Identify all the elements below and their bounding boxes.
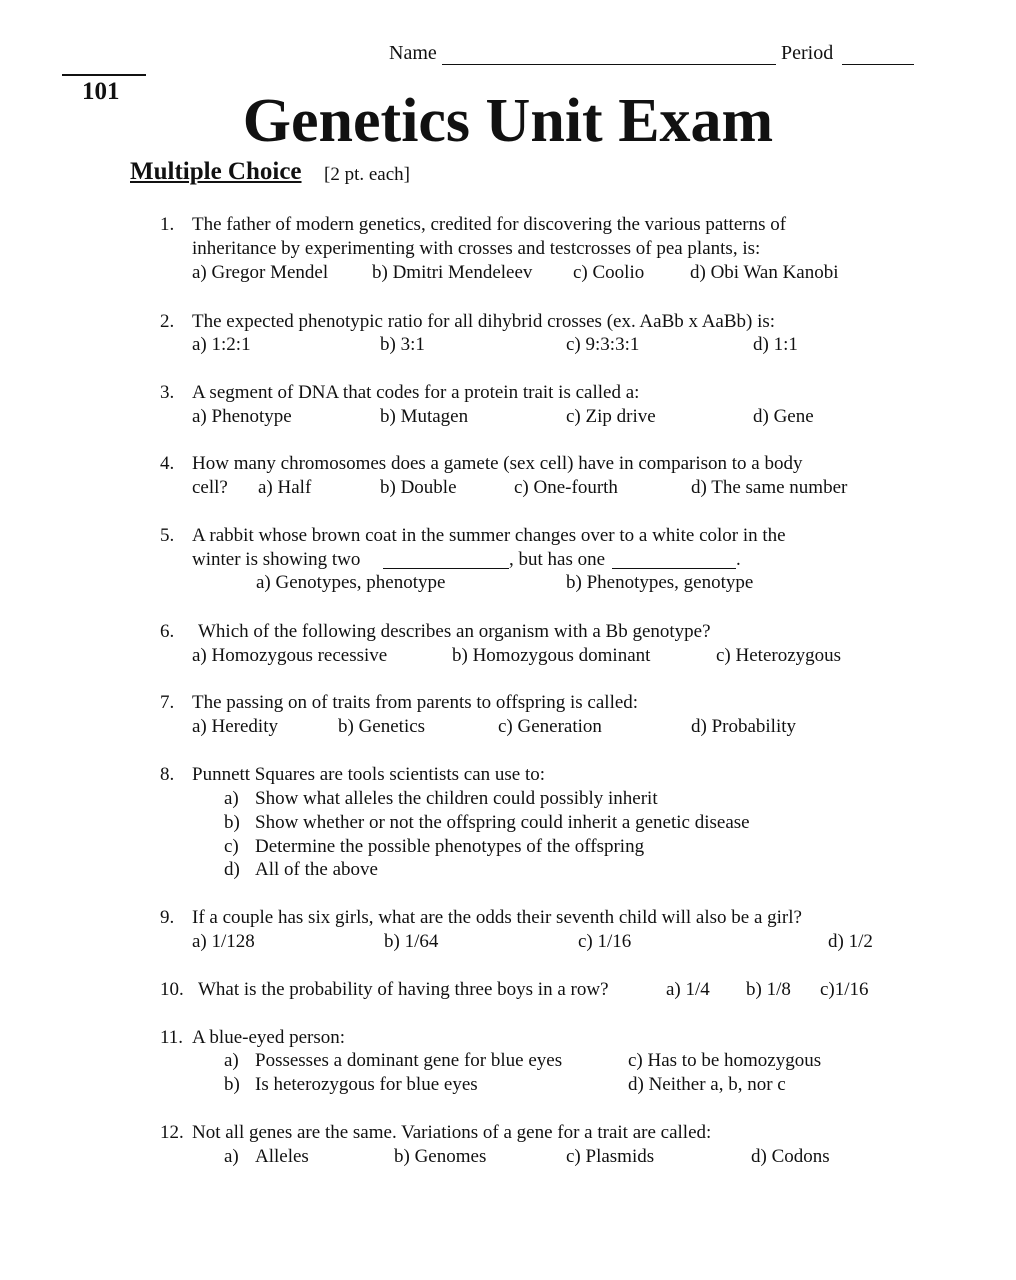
answer-option-b[interactable]: b) Double [380,477,457,498]
answer-option-c[interactable]: c)1/16 [820,979,869,1000]
question-number: 11. [160,1027,184,1048]
answer-option-b[interactable]: b) Homozygous dominant [452,645,651,666]
answer-letter: c) [224,836,239,857]
answer-option-a[interactable]: a) 1/128 [192,931,255,952]
question-text: The passing on of traits from parents to offspring is called: [192,692,639,713]
question-text: Which of the following describes an organism with a Bb genotype? [198,621,711,642]
answer-option-c[interactable]: Determine the possible phenotypes of the offspring [255,836,645,857]
question-text: If a couple has six girls, what are the odds their seventh child will also be a girl? [192,907,802,928]
question-text: A segment of DNA that codes for a protein trait is called a: [192,382,640,403]
question-text: Not all genes are the same. Variations of a gene for a trait are called: [192,1122,712,1143]
period-label: Period [781,42,834,64]
answer-option-b[interactable]: b) Mutagen [380,406,469,427]
question-text: The expected phenotypic ratio for all dihybrid crosses (ex. AaBb x AaBb) is: [192,311,776,332]
answer-option-c[interactable]: c) Heterozygous [716,645,842,666]
question-number: 3. [160,382,175,403]
answer-option-b[interactable]: b) 3:1 [380,334,425,355]
answer-option-d[interactable]: d) Neither a, b, nor c [628,1074,786,1095]
question-text: cell? [192,477,228,498]
question-text: How many chromosomes does a gamete (sex cell) have in comparison to a body [192,453,803,474]
name-field[interactable] [442,64,776,65]
answer-option-d[interactable]: d) 1:1 [753,334,798,355]
answer-option-c[interactable]: c) 1/16 [578,931,632,952]
answer-letter: d) [224,859,240,880]
answer-option-b[interactable]: b) Genetics [338,716,426,737]
answer-option-d[interactable]: d) Obi Wan Kanobi [690,262,839,283]
answer-letter: a) [224,788,239,809]
question-number: 12. [160,1122,184,1143]
period-field[interactable] [842,64,914,65]
question-number: 7. [160,692,175,713]
answer-option-a[interactable]: Possesses a dominant gene for blue eyes [255,1050,563,1071]
answer-option-d[interactable]: d) Gene [753,406,814,427]
answer-option-c[interactable]: c) 9:3:3:1 [566,334,640,355]
section-heading: Multiple Choice [130,158,302,185]
question-text: , but has one [509,549,606,570]
answer-letter: b) [224,1074,240,1095]
question-text: What is the probability of having three boys in a row? [198,979,609,1000]
question-text: . [736,549,741,570]
answer-option-b[interactable]: b) Phenotypes, genotype [566,572,754,593]
answer-option-d[interactable]: d) Probability [691,716,797,737]
score-value: 101 [82,78,120,105]
answer-option-a[interactable]: a) Phenotype [192,406,292,427]
answer-option-b[interactable]: b) 1/8 [746,979,791,1000]
answer-letter: a) [224,1146,239,1167]
question-text: A rabbit whose brown coat in the summer changes over to a white color in the [192,525,786,546]
answer-blank[interactable] [612,568,736,569]
answer-option-c[interactable]: c) Zip drive [566,406,656,427]
question-number: 5. [160,525,175,546]
answer-option-a[interactable]: a) 1:2:1 [192,334,251,355]
answer-option-a[interactable]: a) Genotypes, phenotype [256,572,446,593]
answer-option-b[interactable]: Show whether or not the offspring could inherit a genetic disease [255,812,750,833]
name-label: Name [389,42,437,64]
answer-letter: a) [224,1050,239,1071]
question-text: The father of modern genetics, credited for discovering the various patterns of [192,214,787,235]
section-points: [2 pt. each] [324,164,410,185]
question-number: 2. [160,311,175,332]
answer-option-c[interactable]: c) Coolio [573,262,645,283]
answer-option-d[interactable]: d) 1/2 [828,931,873,952]
question-number: 10. [160,979,184,1000]
answer-option-a[interactable]: a) Homozygous recessive [192,645,388,666]
answer-option-d[interactable]: d) The same number [691,477,848,498]
answer-option-c[interactable]: c) Plasmids [566,1146,655,1167]
answer-option-a[interactable]: Show what alleles the children could possibly inherit [255,788,658,809]
answer-option-a[interactable]: a) Gregor Mendel [192,262,329,283]
question-text: Punnett Squares are tools scientists can use to: [192,764,546,785]
answer-blank[interactable] [383,568,509,569]
answer-letter: b) [224,812,240,833]
answer-option-d[interactable]: All of the above [255,859,378,880]
answer-option-a[interactable]: a) Half [258,477,312,498]
question-number: 1. [160,214,175,235]
question-number: 8. [160,764,175,785]
answer-option-d[interactable]: d) Codons [751,1146,830,1167]
answer-option-c[interactable]: c) Has to be homozygous [628,1050,822,1071]
answer-option-c[interactable]: c) One-fourth [514,477,618,498]
question-text: inheritance by experimenting with crosses and testcrosses of pea plants, is: [192,238,761,259]
question-text: winter is showing two [192,549,361,570]
answer-option-b[interactable]: b) Dmitri Mendeleev [372,262,533,283]
question-number: 9. [160,907,175,928]
answer-option-a[interactable]: Alleles [255,1146,309,1167]
page-title: Genetics Unit Exam [242,87,774,155]
question-text: A blue-eyed person: [192,1027,346,1048]
answer-option-a[interactable]: a) 1/4 [666,979,710,1000]
answer-option-c[interactable]: c) Generation [498,716,602,737]
answer-option-b[interactable]: Is heterozygous for blue eyes [255,1074,478,1095]
answer-option-b[interactable]: b) Genomes [394,1146,487,1167]
answer-option-b[interactable]: b) 1/64 [384,931,439,952]
question-number: 4. [160,453,175,474]
score-line [62,74,146,76]
question-number: 6. [160,621,175,642]
answer-option-a[interactable]: a) Heredity [192,716,278,737]
